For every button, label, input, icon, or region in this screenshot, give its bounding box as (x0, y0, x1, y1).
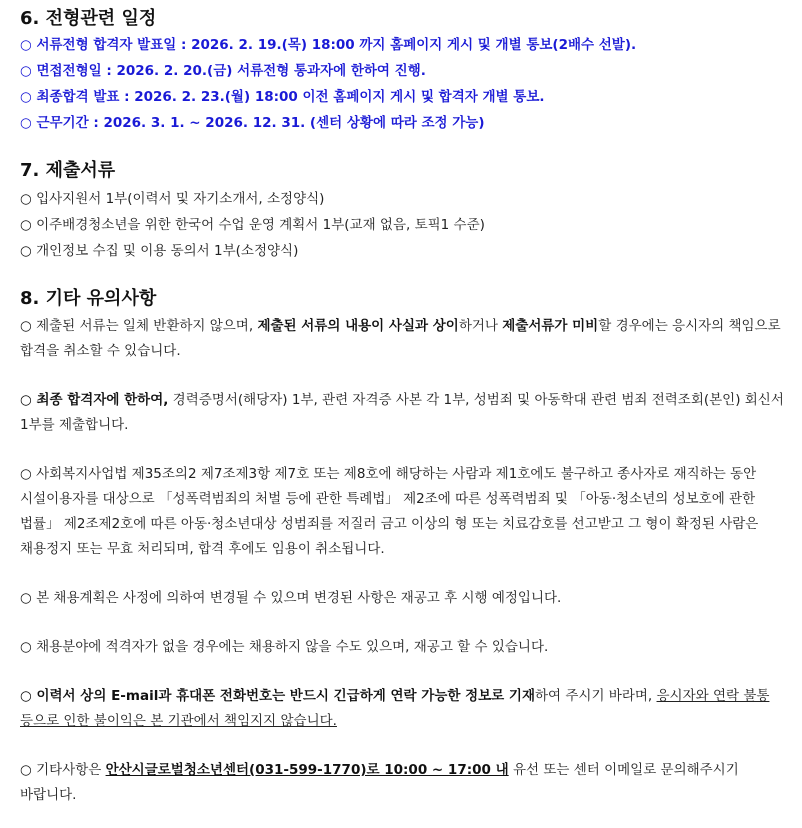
note-paragraph-disqualification: ○ 사회복지사업법 제35조의2 제7조제3항 제7호 또는 제8호에 해당하는 사람과 제1호에도 불구하고 종사자로 재직하는 동안 시설이용자를 대상으로 「성폭력범죄의 처벌 등에 관한 특례법」 제2조에 따른 성폭력범죄 및 「아동·청소년의 성보호에 관한 법률」 제2조제2호에 따른 아동·청소년대상 성범죄를 저질러 금고 이상의 형 또는 치료감호를 선고받고 그 형이 확정된 사람은 채용정지 또는 무효 처리되며, 합격 후에도 임용이 취소됩니다. (20, 466, 759, 557)
section-6-title: 6. 전형관련 일정 (20, 8, 157, 29)
note-paragraph-no-qualified: ○ 채용분야에 적격자가 없을 경우에는 채용하지 않을 수도 있으며, 재공고 할 수 있습니다. (20, 639, 549, 655)
schedule-item-interview: ○ 면접전형일 : 2026. 2. 20.(금) 서류전형 통과자에 한하여 진행. (20, 63, 426, 79)
note-paragraph-plan-change: ○ 본 채용계획은 사정에 의하여 변경될 수 있으며 변경된 사항은 재공고 후 시행 예정입니다. (20, 590, 562, 606)
section-8-title: 8. 기타 유의사항 (20, 288, 157, 309)
section-documents (20, 158, 794, 264)
document-item-lesson-plan: ○ 이주배경청소년을 위한 한국어 수업 운영 계획서 1부(교재 없음, 토픽1 수준) (20, 217, 485, 233)
document-item-privacy-consent: ○ 개인정보 수집 및 이용 동의서 1부(소정양식) (20, 243, 299, 259)
note-paragraph-final-submission: ○ 최종 합격자에 한하여, 경력증명서(해당자) 1부, 관련 자격증 사본 각 1부, 성범죄 및 아동학대 관련 범죄 전력조회(본인) 회신서 1부를 제출합니다. (20, 392, 784, 433)
note-paragraph-documents: ○ 제출된 서류는 일체 반환하지 않으며, 제출된 서류의 내용이 사실과 상이하거나 제출서류가 미비할 경우에는 응시자의 책임으로 합격을 취소할 수 있습니다. (20, 318, 781, 359)
section-7-title: 7. 제출서류 (20, 160, 116, 181)
note-paragraph-inquiry: ○ 기타사항은 안산시글로벌청소년센터(031-599-1770)로 10:00 ~ 17:00 내 유선 또는 센터 이메일로 문의해주시기 바랍니다. (20, 762, 739, 803)
section-schedule (20, 6, 794, 136)
schedule-item-final-result: ○ 최종합격 발표 : 2026. 2. 23.(월) 18:00 이전 홈페이지 게시 및 합격자 개별 통보. (20, 89, 545, 105)
document-item-application: ○ 입사지원서 1부(이력서 및 자기소개서, 소정양식) (20, 191, 325, 207)
schedule-item-work-period: ○ 근무기간 : 2026. 3. 1. ~ 2026. 12. 31. (센터 상황에 따라 조정 가능) (20, 115, 485, 131)
note-paragraph-contact-info: ○ 이력서 상의 E-mail과 휴대폰 전화번호는 반드시 긴급하게 연락 가능한 정보로 기재하여 주시기 바라며, 응시자와 연락 불통 등으로 인한 불이익은 본 기관에서 책임지지 않습니다. (20, 688, 770, 729)
section-notes (20, 286, 794, 808)
schedule-item-document-result: ○ 서류전형 합격자 발표일 : 2026. 2. 19.(목) 18:00 까지 홈페이지 게시 및 개별 통보(2배수 선발). (20, 37, 637, 53)
